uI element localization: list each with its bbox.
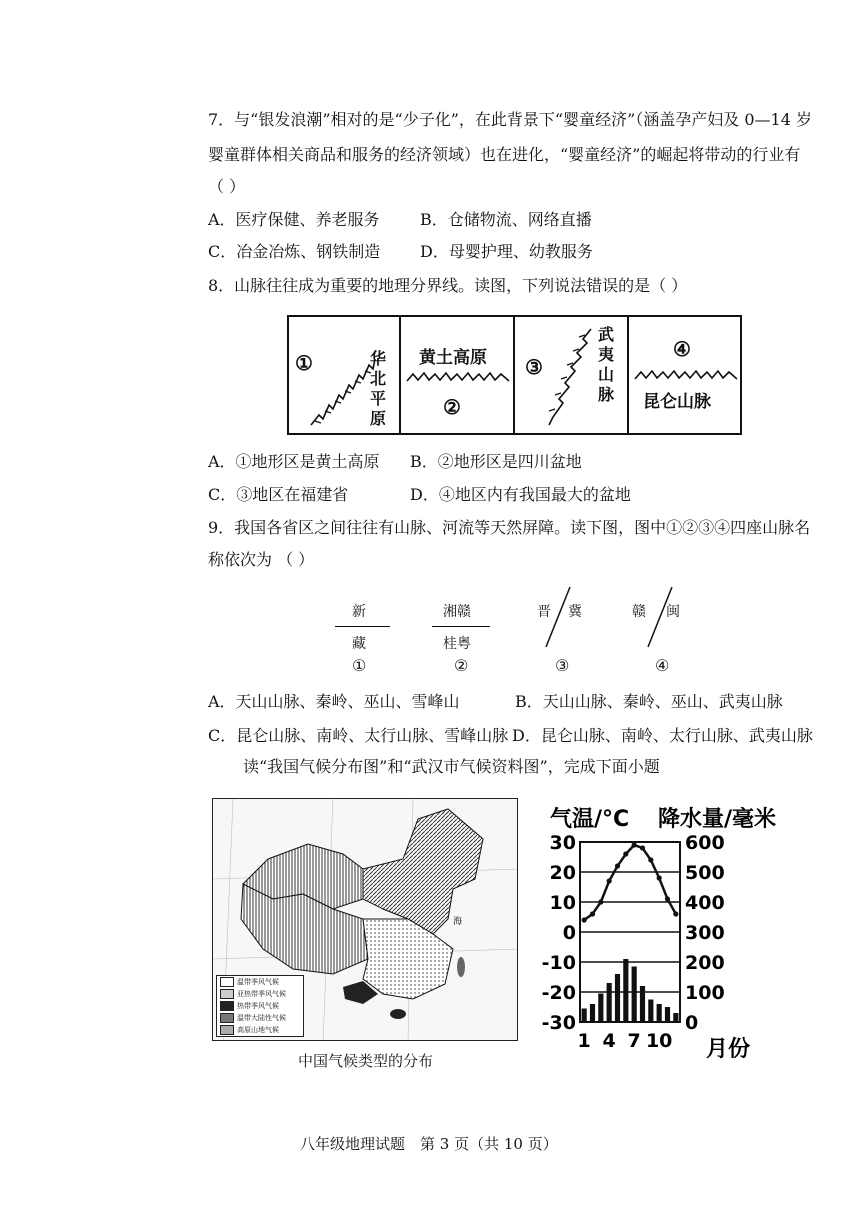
chart-y-left-tick: 20 (549, 862, 576, 884)
legend-label: 温带大陆性气候 (237, 1013, 286, 1022)
q8-option-c[interactable]: C．③地区在福建省 (208, 485, 349, 504)
chart-temperature-point (648, 857, 653, 862)
q8-option-a[interactable]: A．①地形区是黄土高原 (208, 452, 380, 471)
legend-label: 高原山地气候 (237, 1025, 279, 1034)
chart-y-left-tick: -10 (541, 952, 576, 974)
chart-y-right-tick: 300 (685, 922, 725, 944)
chart-temperature-point (607, 878, 612, 883)
chart-y-right-tick: 600 (685, 832, 725, 854)
chart-precip-bar (648, 1000, 653, 1023)
chart-temperature-point (582, 917, 587, 922)
q8-line-1: 8．山脉往往成为重要的地理分界线。读图，下列说法错误的是（ ） (208, 276, 688, 295)
legend-label: 热带季风气候 (237, 1001, 279, 1010)
chart-temperature-point (615, 863, 620, 868)
mountain-ridge-icon (633, 367, 739, 383)
q9-p1-number: ① (352, 656, 367, 675)
chart-temperature-line (584, 845, 676, 920)
q8-cell1-number: ① (295, 351, 313, 375)
q8-cell2-label: 黄土高原 (419, 348, 487, 368)
chart-x-tick: 10 (645, 1030, 673, 1052)
chart-temperature-point (632, 842, 637, 847)
q7-option-a[interactable]: A．医疗保健、养老服务 (208, 210, 380, 229)
chart-y-left-tick: 10 (549, 892, 576, 914)
q7-line-1: 7．与“银发浪潮”相对的是“少子化”，在此背景下“婴童经济”（涵盖孕产妇及 0—14 岁 (208, 110, 812, 129)
divider (335, 626, 390, 627)
q8-cell-1 (289, 317, 401, 433)
chart-temperature-point (640, 845, 645, 850)
q9-p1-top: 新 (352, 604, 366, 620)
q8-cell3-number: ③ (525, 355, 543, 379)
china-climate-map (212, 798, 518, 1041)
q7-line-3: （ ） (208, 177, 246, 196)
chart-precip-bar (632, 967, 637, 1023)
chart-y-right-tick: 500 (685, 862, 725, 884)
chart-temperature-point (673, 911, 678, 916)
chart-precip-bar (623, 959, 628, 1022)
chart-temperature-point (657, 875, 662, 880)
map-sea-label: 海 (453, 917, 463, 927)
chart-precip-bar (673, 1013, 678, 1022)
q8-cell4-number: ④ (673, 337, 691, 361)
chart-x-tick: 7 (627, 1030, 641, 1052)
legend-item (217, 988, 303, 1000)
q9-p4-right: 闽 (666, 604, 680, 620)
chart-y-left-tick: -20 (541, 982, 576, 1004)
q9-p4-left: 赣 (632, 604, 646, 620)
chart-precip-bar (665, 1007, 670, 1022)
chart-y-right-tick: 100 (685, 982, 725, 1004)
q8-cell-2 (401, 317, 515, 433)
q7-option-b[interactable]: B．仓储物流、网络直播 (420, 210, 592, 229)
q9-p4-number: ④ (655, 656, 670, 675)
q9-option-b[interactable]: B．天山山脉、秦岭、巫山、武夷山脉 (515, 692, 783, 711)
q9-p2-bottom: 桂粤 (443, 636, 471, 652)
legend-item (217, 1000, 303, 1012)
map-legend (216, 975, 304, 1037)
q9-option-c[interactable]: C．昆仑山脉、南岭、太行山脉、雪峰山脉 (208, 726, 509, 745)
chart-precip-bar (598, 994, 603, 1023)
chart-precip-bar (607, 983, 612, 1022)
q9-p3-right: 冀 (568, 604, 582, 620)
legend-label: 温带季风气候 (237, 977, 279, 986)
chart-title-right: 降水量/毫米 (658, 807, 777, 832)
q9-p1-bottom: 藏 (352, 636, 366, 652)
chart-precip-bar (657, 1004, 662, 1022)
page-footer: 八年级地理试题 第 3 页（共 10 页） (300, 1135, 558, 1153)
chart-temperature-point (590, 911, 595, 916)
q8-cell1-label: 华北平原 (369, 349, 386, 428)
divider (432, 626, 490, 627)
q8-option-b[interactable]: B．②地形区是四川盆地 (410, 452, 582, 471)
chart-y-left-tick: 0 (562, 922, 576, 944)
q8-cell-3 (515, 317, 629, 433)
q9-p2-number: ② (454, 656, 469, 675)
legend-item (217, 1012, 303, 1024)
chart-y-left-tick: -30 (541, 1012, 576, 1034)
chart-temperature-point (598, 899, 603, 904)
q7-line-2: 婴童群体相关商品和服务的经济领域）也在进化，“婴童经济”的崛起将带动的行业有 (208, 145, 801, 164)
chart-y-right-tick: 200 (685, 952, 725, 974)
q8-cell3-label: 武夷山脉 (597, 325, 614, 404)
wuhan-climate-chart (530, 800, 795, 1065)
chart-precip-bar (615, 974, 620, 1022)
chart-x-axis-label: 月份 (706, 1037, 751, 1062)
q9-p3-number: ③ (555, 656, 570, 675)
map-caption: 中国气候类型的分布 (298, 1052, 434, 1070)
q9-option-d[interactable]: D．昆仑山脉、南岭、太行山脉、武夷山脉 (512, 726, 813, 745)
q9-p3-left: 晋 (537, 604, 551, 620)
q8-cell-4 (629, 317, 742, 433)
chart-precip-bar (640, 986, 645, 1022)
q7-option-d[interactable]: D．母婴护理、幼教服务 (420, 242, 593, 261)
legend-item (217, 976, 303, 988)
section-intro: 读“我国气候分布图”和“武汉市气候资料图”，完成下面小题 (243, 757, 660, 776)
chart-y-right-tick: 400 (685, 892, 725, 914)
mountain-ridge-icon (405, 369, 511, 385)
legend-label: 亚热带季风气候 (237, 989, 286, 998)
q7-option-c[interactable]: C．冶金冶炼、钢铁制造 (208, 242, 381, 261)
chart-y-right-tick: 0 (685, 1012, 699, 1034)
q9-p2-top: 湘赣 (443, 604, 471, 620)
legend-item (217, 1024, 303, 1036)
chart-x-tick: 4 (602, 1030, 616, 1052)
q8-cell2-number: ② (443, 395, 461, 419)
mountain-ridge-icon (307, 339, 377, 429)
chart-temperature-point (623, 851, 628, 856)
mountain-ridge-icon (541, 325, 597, 429)
q9-option-a[interactable]: A．天山山脉、秦岭、巫山、雪峰山 (208, 692, 460, 711)
chart-y-left-tick: 30 (549, 832, 576, 854)
chart-precip-bar (582, 1009, 587, 1023)
q8-figure (287, 315, 742, 435)
q9-line-1: 9．我国各省区之间往往有山脉、河流等天然屏障。读下图，图中①②③④四座山脉名 (208, 518, 811, 537)
chart-precip-bar (590, 1004, 595, 1022)
q8-cell4-label: 昆仑山脉 (643, 392, 711, 412)
chart-title-left: 气温/°C (550, 807, 630, 832)
chart-x-tick: 1 (577, 1030, 591, 1052)
q9-line-2: 称依次为 （ ） (208, 550, 315, 569)
chart-temperature-point (665, 896, 670, 901)
q8-option-d[interactable]: D．④地区内有我国最大的盆地 (410, 485, 631, 504)
